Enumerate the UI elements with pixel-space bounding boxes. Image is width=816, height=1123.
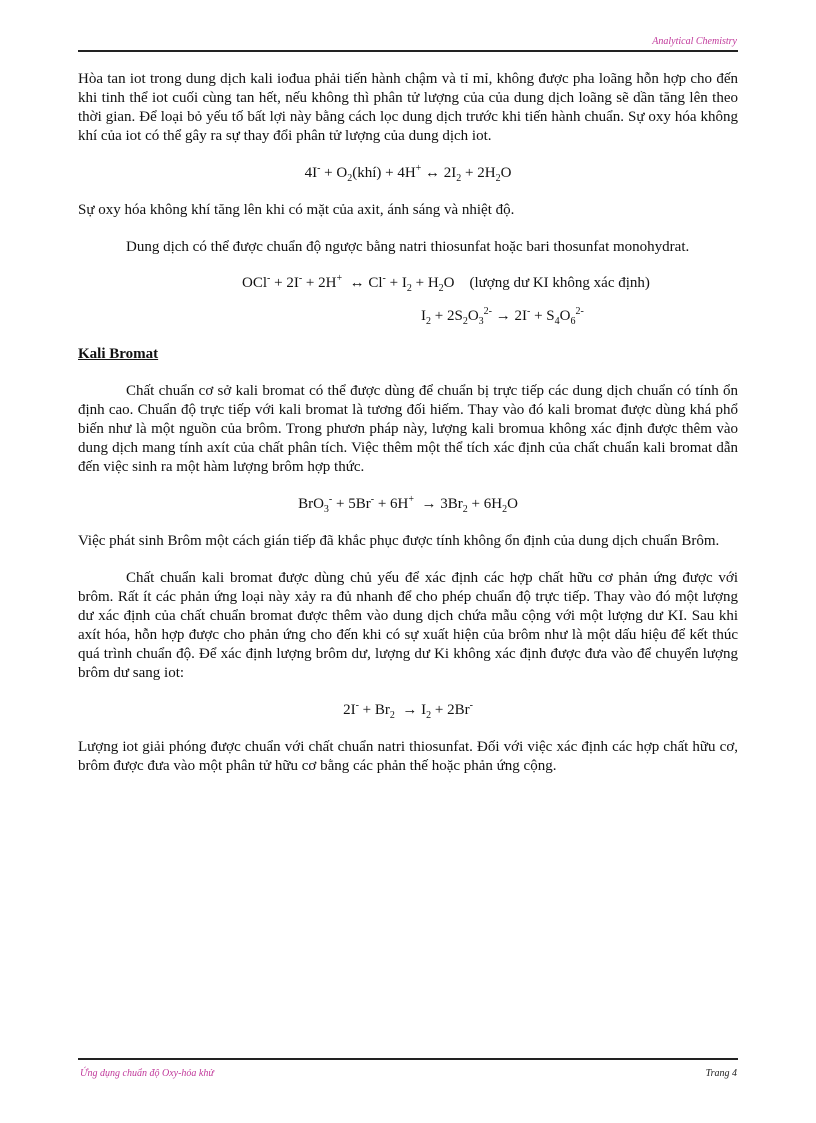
page-number: Trang 4 xyxy=(705,1068,737,1079)
paragraph-bromine-generation: Việc phát sinh Brôm một cách gián tiếp đã khắc phục được tính không ổn định của dung dịch chuẩn Brôm. xyxy=(78,533,720,549)
paragraph-liberated-iodine: Lượng iot giải phóng được chuẩn với chất chuẩn natri thiosunfat. Đối với việc xác định các hợp chất hữu cơ, brôm được đưa vào một phân tử hữu cơ bằng các phản thế hoặc phản ứng cộng. xyxy=(78,739,738,774)
equation-bromate: $BrO_3^- + 5Br^- + 6H^+ \to 3Br_2 + 6H_2O$ xyxy=(298,494,518,515)
section-title: Kali Bromat xyxy=(78,346,159,362)
paragraph-iodine-dissolution: Hòa tan iot trong dung dịch kali iođua phải tiến hành chậm và tỉ mỉ, không được pha loãng hỗn hợp cho đến khi tinh thể iot cuối cùng tan hết, nếu không thì phân tử lượng của của dung dịch loãng sẽ dần tăng lên theo thời gian. Để loại bỏ yếu tố bất lợi này bằng cách lọc dung dịch trước khi tiến hành chuẩn. Sự oxy hóa không khí của iot có thể gây ra sự thay đổi phân tử lượng của dung dịch iot. xyxy=(78,71,738,144)
equation-thiosulfate: $I_2 + 2S_2O_3^{2-} \to 2I^- + S_4O_6^{2-}$ xyxy=(421,306,584,327)
paragraph-organic-compounds: Chất chuẩn kali bromat được dùng chủ yếu để xác định các hợp chất hữu cơ phản ứng được với brôm. Rất ít các phản ứng loại này xảy ra đủ nhanh để cho phép chuẩn độ trực tiếp. Thay vào đó một lượng dư xác định của chất chuẩn bromat được thêm vào dung dịch chứa mẫu cộng với một lượng dư KI. Sau khi axít hóa, hỗn hợp được cho phản ứng cho đến khi có sự xuất hiện của brôm như là một dấu hiệu để kết thúc quá trình chuẩn độ. Để xác định lượng brôm dư, lượng dư Ki không xác định được đưa vào để chuyển lượng brôm dư sang iot: xyxy=(78,570,738,681)
header-title: Analytical Chemistry xyxy=(652,36,737,47)
footer-rule xyxy=(78,1058,738,1060)
page-body xyxy=(78,70,738,776)
paragraph-back-titration: Dung dịch có thể được chuẩn độ ngược bằng natri thiosunfat hoặc bari thosunfat monohydrat. xyxy=(126,239,690,255)
paragraph-potassium-bromate: Chất chuẩn cơ sở kali bromat có thể được dùng để chuẩn bị trực tiếp các dung dịch chuẩn có tính ổn định cao. Chuẩn độ trực tiếp với kali bromat là tương đối hiếm. Thay vào đó kali bromat được dùng khá phổ biến như là một nguồn của brôm. Trong phươn pháp này, lượng kali bromua không xác định được thêm vào dung dịch mang tính axít của chất phân tích. Việc thêm một thể tích xác định của chất chuẩn kali bromat dẫn đến việc sinh ra một hàm lượng brôm hợp thức. xyxy=(78,383,738,475)
equation-hypochlorite: OCl- + 2I- + 2H+ ↔ $Cl^- + I_2 + H_2O$ (lượng dư KI không xác định) xyxy=(242,273,650,294)
paragraph-air-oxidation: Sự oxy hóa không khí tăng lên khi có mặt của axit, ánh sáng và nhiệt độ. xyxy=(78,202,515,218)
footer-title: Ứng dụng chuẩn độ Oxy-hóa khử xyxy=(80,1068,214,1079)
equation-iodide-oxidation: $4I^- + O_2(khí) + 4H^+$ ↔ $2I_2 + 2H_2O$ xyxy=(304,163,512,184)
equation-note: (lượng dư KI không xác định) xyxy=(469,275,650,291)
header-rule xyxy=(78,50,738,52)
equation-bromine-iodide: $2I^- + Br_2 \to I_2 + 2Br^-$ xyxy=(343,700,473,721)
